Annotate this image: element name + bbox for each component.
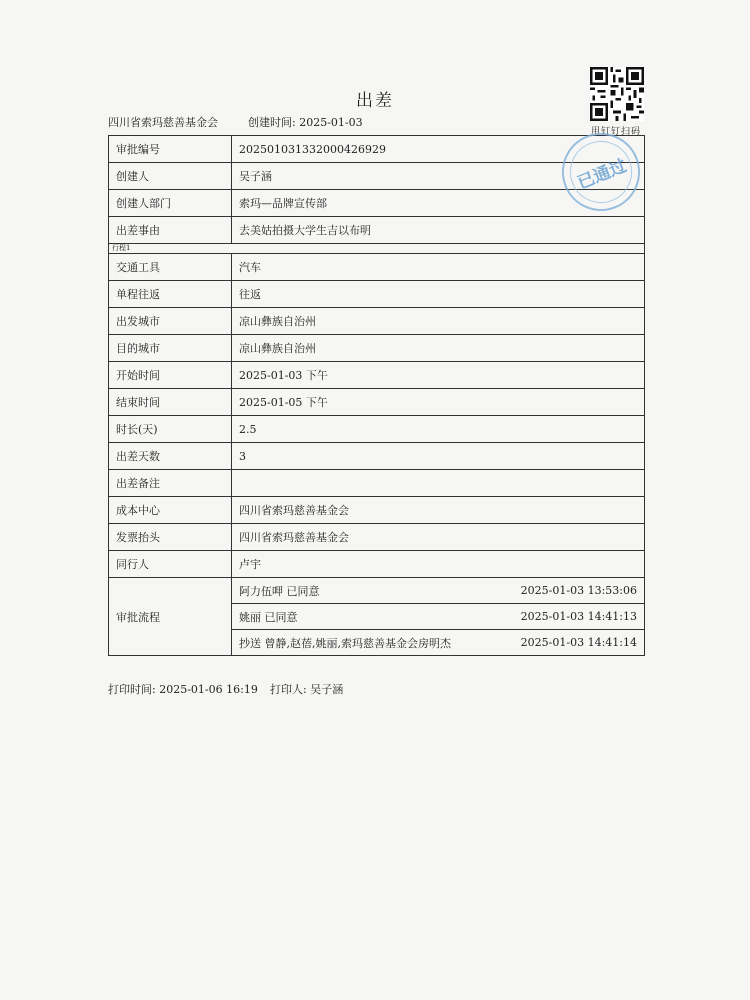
table-row xyxy=(109,470,645,497)
flow-step-time: 2025-01-03 14:41:13 xyxy=(520,610,637,623)
flow-step xyxy=(232,578,644,604)
section-label: 行程1 xyxy=(109,244,645,254)
table-row xyxy=(109,524,645,551)
document-title: 出差 xyxy=(356,91,394,111)
table-row xyxy=(109,551,645,578)
field-value: 凉山彝族自治州 xyxy=(232,335,645,362)
field-value: 3 xyxy=(232,443,645,470)
field-value: 202501031332000426929 xyxy=(232,136,645,163)
table-row xyxy=(109,362,645,389)
stamp-text: 已通过 xyxy=(574,155,630,194)
field-label: 开始时间 xyxy=(109,362,232,389)
field-label: 创建人部门 xyxy=(109,190,232,217)
field-label: 目的城市 xyxy=(109,335,232,362)
qr-code-icon xyxy=(590,67,644,121)
flow-step-time: 2025-01-03 14:41:14 xyxy=(520,636,637,649)
table-row xyxy=(109,308,645,335)
field-label: 审批编号 xyxy=(109,136,232,163)
field-label: 单程往返 xyxy=(109,281,232,308)
field-label: 出差天数 xyxy=(109,443,232,470)
field-label: 出差事由 xyxy=(109,217,232,244)
flow-step xyxy=(232,604,644,630)
field-value xyxy=(232,470,645,497)
field-value: 2025-01-05 下午 xyxy=(232,389,645,416)
field-value: 2025-01-03 下午 xyxy=(232,362,645,389)
field-value: 索玛—品牌宣传部 xyxy=(232,190,645,217)
field-label: 出差备注 xyxy=(109,470,232,497)
field-label: 交通工具 xyxy=(109,254,232,281)
field-label: 创建人 xyxy=(109,163,232,190)
approval-flow xyxy=(232,578,645,656)
field-value: 2.5 xyxy=(232,416,645,443)
table-row xyxy=(109,217,645,244)
section-row xyxy=(109,244,645,254)
field-value: 四川省索玛慈善基金会 xyxy=(232,524,645,551)
field-value: 汽车 xyxy=(232,254,645,281)
table-row xyxy=(109,281,645,308)
flow-step xyxy=(232,630,644,655)
field-label: 时长(天) xyxy=(109,416,232,443)
field-value: 四川省索玛慈善基金会 xyxy=(232,497,645,524)
field-label: 同行人 xyxy=(109,551,232,578)
approval-form-table xyxy=(108,135,645,656)
field-value: 卢宇 xyxy=(232,551,645,578)
field-label: 结束时间 xyxy=(109,389,232,416)
flow-step-text: 姚丽 已同意 xyxy=(239,610,298,624)
table-row xyxy=(109,497,645,524)
table-row xyxy=(109,416,645,443)
qr-caption: 用钉钉扫码 xyxy=(591,127,642,137)
flow-step-text: 阿力伍呷 已同意 xyxy=(239,584,320,598)
flow-step-text: 抄送 曾静,赵蓓,姚丽,索玛慈善基金会房明杰 xyxy=(239,636,451,650)
field-label: 成本中心 xyxy=(109,497,232,524)
organization-name: 四川省索玛慈善基金会 xyxy=(108,116,218,129)
field-value: 去美姑拍摄大学生吉以布明 xyxy=(232,217,645,244)
flow-step-time: 2025-01-03 13:53:06 xyxy=(520,584,637,597)
table-row xyxy=(109,254,645,281)
field-value: 凉山彝族自治州 xyxy=(232,308,645,335)
field-value: 吴子涵 xyxy=(232,163,645,190)
table-row xyxy=(109,190,645,217)
table-row xyxy=(109,335,645,362)
approval-flow-row xyxy=(109,578,645,656)
field-label: 出发城市 xyxy=(109,308,232,335)
created-time: 创建时间: 2025-01-03 xyxy=(248,116,363,129)
table-row xyxy=(109,389,645,416)
field-label: 审批流程 xyxy=(109,578,232,656)
table-row xyxy=(109,443,645,470)
field-value: 往返 xyxy=(232,281,645,308)
field-label: 发票抬头 xyxy=(109,524,232,551)
print-time: 打印时间: 2025-01-06 16:19 xyxy=(108,683,258,696)
printer-name: 打印人: 吴子涵 xyxy=(270,683,344,696)
